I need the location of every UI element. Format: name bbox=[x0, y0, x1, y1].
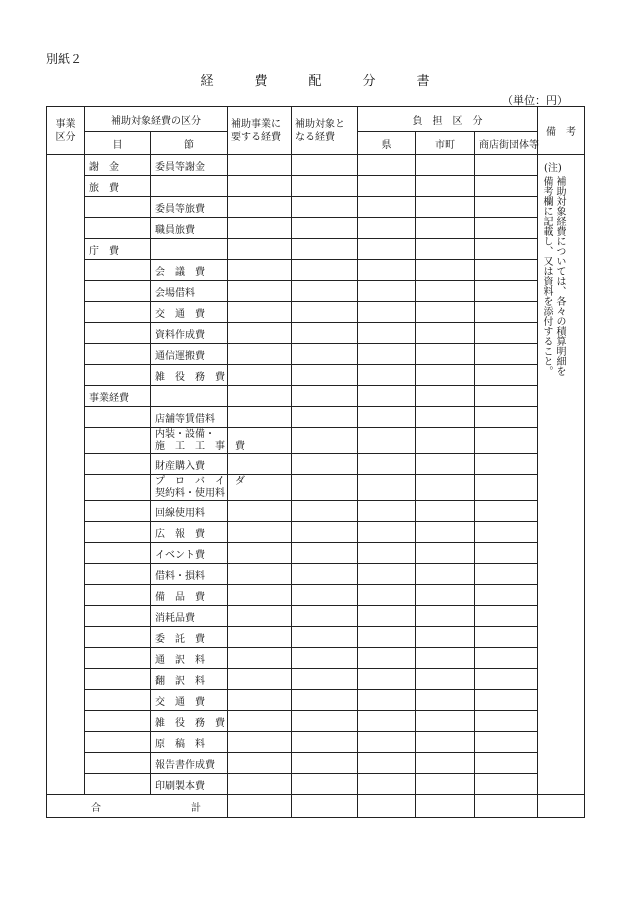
prefecture-cell[interactable] bbox=[358, 648, 416, 669]
moku-cell bbox=[85, 176, 151, 197]
municipality-cell[interactable] bbox=[416, 564, 475, 585]
header-moku: 目 bbox=[85, 132, 151, 155]
header-eligible-breakdown: 補助対象経費の区分 bbox=[85, 107, 228, 132]
prefecture-cell[interactable] bbox=[358, 239, 416, 260]
table-row bbox=[47, 323, 585, 344]
eligible-cost-cell[interactable] bbox=[292, 176, 358, 197]
moku-cell bbox=[85, 260, 151, 281]
document-title: 経 費 配 分 書 bbox=[200, 74, 444, 89]
setsu-cell bbox=[151, 648, 228, 669]
setsu-cell bbox=[151, 522, 228, 543]
setsu-cell bbox=[151, 732, 228, 753]
moku-cell bbox=[85, 522, 151, 543]
setsu-label-line1: 内装・設備・ bbox=[155, 428, 215, 440]
moku-cell bbox=[85, 428, 151, 454]
required-cost-cell[interactable] bbox=[228, 522, 292, 543]
moku-cell bbox=[85, 323, 151, 344]
required-cost-cell[interactable] bbox=[228, 239, 292, 260]
setsu-label: 職員旅費 bbox=[155, 224, 195, 236]
table-row bbox=[47, 564, 585, 585]
moku-label: 旅 費 bbox=[89, 182, 119, 194]
required-cost-cell[interactable] bbox=[228, 155, 292, 176]
table-row bbox=[47, 407, 585, 428]
shopping-assoc-cell[interactable] bbox=[475, 365, 538, 386]
municipality-cell[interactable] bbox=[416, 428, 475, 454]
setsu-cell bbox=[151, 690, 228, 711]
municipality-cell[interactable] bbox=[416, 323, 475, 344]
shopping-assoc-cell[interactable] bbox=[475, 606, 538, 627]
shopping-assoc-cell[interactable] bbox=[475, 774, 538, 795]
business-category-cell[interactable] bbox=[47, 155, 85, 795]
moku-cell bbox=[85, 197, 151, 218]
shopping-assoc-cell[interactable] bbox=[475, 627, 538, 648]
municipality-cell[interactable] bbox=[416, 627, 475, 648]
moku-cell bbox=[85, 454, 151, 475]
moku-cell bbox=[85, 690, 151, 711]
setsu-cell bbox=[151, 564, 228, 585]
shopping-assoc-cell[interactable] bbox=[475, 711, 538, 732]
prefecture-cell[interactable] bbox=[358, 386, 416, 407]
setsu-cell bbox=[151, 344, 228, 365]
eligible-cost-cell[interactable] bbox=[292, 753, 358, 774]
setsu-cell bbox=[151, 281, 228, 302]
eligible-cost-cell[interactable] bbox=[292, 648, 358, 669]
eligible-cost-cell[interactable] bbox=[292, 281, 358, 302]
prefecture-cell[interactable] bbox=[358, 543, 416, 564]
municipality-cell[interactable] bbox=[416, 522, 475, 543]
required-cost-cell[interactable] bbox=[228, 543, 292, 564]
prefecture-cell[interactable] bbox=[358, 281, 416, 302]
required-cost-cell[interactable] bbox=[228, 218, 292, 239]
shopping-assoc-cell[interactable] bbox=[475, 323, 538, 344]
prefecture-cell[interactable] bbox=[358, 627, 416, 648]
table-row bbox=[47, 454, 585, 475]
setsu-cell bbox=[151, 627, 228, 648]
setsu-label: 交 通 費 bbox=[155, 696, 205, 708]
prefecture-cell[interactable] bbox=[358, 522, 416, 543]
shopping-assoc-cell[interactable] bbox=[475, 239, 538, 260]
prefecture-cell[interactable] bbox=[358, 454, 416, 475]
municipality-cell[interactable] bbox=[416, 753, 475, 774]
eligible-cost-cell[interactable] bbox=[292, 239, 358, 260]
required-cost-cell[interactable] bbox=[228, 386, 292, 407]
total-label: 合 計 bbox=[47, 795, 228, 818]
shopping-assoc-cell[interactable] bbox=[475, 197, 538, 218]
setsu-cell bbox=[151, 669, 228, 690]
shopping-assoc-cell[interactable] bbox=[475, 732, 538, 753]
shopping-assoc-cell[interactable] bbox=[475, 585, 538, 606]
moku-cell bbox=[85, 753, 151, 774]
setsu-label: イベント費 bbox=[155, 549, 205, 561]
prefecture-cell[interactable] bbox=[358, 302, 416, 323]
prefecture-cell[interactable] bbox=[358, 218, 416, 239]
eligible-cost-cell[interactable] bbox=[292, 344, 358, 365]
table-row bbox=[47, 711, 585, 732]
moku-cell bbox=[85, 648, 151, 669]
setsu-cell bbox=[151, 197, 228, 218]
shopping-assoc-cell[interactable] bbox=[475, 543, 538, 564]
eligible-cost-cell[interactable] bbox=[292, 711, 358, 732]
eligible-cost-cell[interactable] bbox=[292, 302, 358, 323]
eligible-cost-cell[interactable] bbox=[292, 732, 358, 753]
shopping-assoc-cell[interactable] bbox=[475, 454, 538, 475]
shopping-assoc-cell[interactable] bbox=[475, 344, 538, 365]
prefecture-cell[interactable] bbox=[358, 711, 416, 732]
municipality-cell[interactable] bbox=[416, 302, 475, 323]
table-row bbox=[47, 281, 585, 302]
shopping-assoc-cell[interactable] bbox=[475, 564, 538, 585]
required-cost-cell[interactable] bbox=[228, 302, 292, 323]
required-cost-cell[interactable] bbox=[228, 407, 292, 428]
setsu-label: 会場借料 bbox=[155, 287, 195, 299]
eligible-cost-cell[interactable] bbox=[292, 155, 358, 176]
required-cost-cell[interactable] bbox=[228, 344, 292, 365]
municipality-cell[interactable] bbox=[416, 454, 475, 475]
eligible-cost-cell[interactable] bbox=[292, 454, 358, 475]
setsu-cell bbox=[151, 475, 245, 501]
setsu-cell bbox=[151, 218, 228, 239]
table-row bbox=[47, 627, 585, 648]
municipality-cell[interactable] bbox=[416, 386, 475, 407]
required-cost-cell[interactable] bbox=[228, 606, 292, 627]
setsu-cell bbox=[151, 323, 228, 344]
moku-cell bbox=[85, 344, 151, 365]
required-cost-cell[interactable] bbox=[228, 176, 292, 197]
prefecture-cell[interactable] bbox=[358, 155, 416, 176]
setsu-label: 財産購入費 bbox=[155, 460, 205, 472]
setsu-label: 通 訳 料 bbox=[155, 654, 205, 666]
eligible-cost-cell[interactable] bbox=[292, 606, 358, 627]
table-row bbox=[47, 260, 585, 281]
required-cost-cell[interactable] bbox=[228, 501, 292, 522]
prefecture-cell[interactable] bbox=[358, 501, 416, 522]
municipality-cell[interactable] bbox=[416, 669, 475, 690]
prefecture-cell[interactable] bbox=[358, 774, 416, 795]
required-cost-cell[interactable] bbox=[228, 648, 292, 669]
total-municipality[interactable] bbox=[416, 795, 475, 818]
prefecture-cell[interactable] bbox=[358, 428, 416, 454]
setsu-cell bbox=[151, 428, 245, 454]
eligible-cost-cell[interactable] bbox=[292, 564, 358, 585]
moku-cell bbox=[85, 155, 151, 176]
required-cost-cell[interactable] bbox=[228, 774, 292, 795]
municipality-cell[interactable] bbox=[416, 239, 475, 260]
moku-cell bbox=[85, 564, 151, 585]
setsu-label: 店舗等賃借料 bbox=[155, 413, 215, 425]
table-row bbox=[47, 365, 585, 386]
prefecture-cell[interactable] bbox=[358, 344, 416, 365]
header-municipality: 市町 bbox=[416, 132, 475, 155]
required-cost-cell[interactable] bbox=[228, 753, 292, 774]
municipality-cell[interactable] bbox=[416, 407, 475, 428]
setsu-label: 雑 役 務 費 bbox=[155, 717, 225, 729]
moku-cell bbox=[85, 218, 151, 239]
municipality-cell[interactable] bbox=[416, 197, 475, 218]
shopping-assoc-cell[interactable] bbox=[475, 386, 538, 407]
setsu-label: 委 託 費 bbox=[155, 633, 205, 645]
moku-cell bbox=[85, 407, 151, 428]
municipality-cell[interactable] bbox=[416, 176, 475, 197]
shopping-assoc-cell[interactable] bbox=[475, 475, 538, 501]
table-row bbox=[47, 239, 585, 260]
moku-cell bbox=[85, 239, 151, 260]
prefecture-cell[interactable] bbox=[358, 323, 416, 344]
setsu-cell bbox=[151, 407, 228, 428]
setsu-cell bbox=[151, 753, 228, 774]
eligible-cost-cell[interactable] bbox=[292, 218, 358, 239]
prefecture-cell[interactable] bbox=[358, 753, 416, 774]
moku-cell bbox=[85, 501, 151, 522]
eligible-cost-cell[interactable] bbox=[292, 627, 358, 648]
total-prefecture[interactable] bbox=[358, 795, 416, 818]
setsu-cell bbox=[151, 386, 228, 407]
shopping-assoc-cell[interactable] bbox=[475, 669, 538, 690]
required-cost-cell[interactable] bbox=[228, 627, 292, 648]
shopping-assoc-cell[interactable] bbox=[475, 281, 538, 302]
municipality-cell[interactable] bbox=[416, 260, 475, 281]
table-row bbox=[47, 669, 585, 690]
moku-cell bbox=[85, 627, 151, 648]
setsu-cell bbox=[151, 774, 228, 795]
setsu-label: 報告書作成費 bbox=[155, 759, 215, 771]
setsu-label: 原 稿 料 bbox=[155, 738, 205, 750]
header-remarks: 備 考 bbox=[538, 107, 585, 155]
table-row bbox=[47, 501, 585, 522]
prefecture-cell[interactable] bbox=[358, 732, 416, 753]
eligible-cost-cell[interactable] bbox=[292, 522, 358, 543]
setsu-label: 会 議 費 bbox=[155, 266, 205, 278]
municipality-cell[interactable] bbox=[416, 774, 475, 795]
moku-label: 謝 金 bbox=[89, 161, 119, 173]
shopping-assoc-cell[interactable] bbox=[475, 407, 538, 428]
setsu-cell bbox=[151, 302, 228, 323]
setsu-cell bbox=[151, 176, 228, 197]
header-eligible-cost: 補助対象となる経費 bbox=[292, 107, 358, 155]
table-row bbox=[47, 386, 585, 407]
shopping-assoc-cell[interactable] bbox=[475, 155, 538, 176]
table-row bbox=[47, 522, 585, 543]
header-prefecture: 県 bbox=[358, 132, 416, 155]
table-row bbox=[47, 690, 585, 711]
moku-cell bbox=[85, 732, 151, 753]
moku-cell bbox=[85, 281, 151, 302]
table-row bbox=[47, 197, 585, 218]
prefecture-cell[interactable] bbox=[358, 585, 416, 606]
eligible-cost-cell[interactable] bbox=[292, 475, 358, 501]
shopping-assoc-cell[interactable] bbox=[475, 428, 538, 454]
eligible-cost-cell[interactable] bbox=[292, 365, 358, 386]
municipality-cell[interactable] bbox=[416, 606, 475, 627]
moku-cell bbox=[85, 774, 151, 795]
municipality-cell[interactable] bbox=[416, 648, 475, 669]
shopping-assoc-cell[interactable] bbox=[475, 218, 538, 239]
moku-cell bbox=[85, 606, 151, 627]
moku-cell bbox=[85, 302, 151, 323]
prefecture-cell[interactable] bbox=[358, 564, 416, 585]
prefecture-cell[interactable] bbox=[358, 407, 416, 428]
required-cost-cell[interactable] bbox=[228, 365, 292, 386]
municipality-cell[interactable] bbox=[416, 344, 475, 365]
prefecture-cell[interactable] bbox=[358, 690, 416, 711]
eligible-cost-cell[interactable] bbox=[292, 501, 358, 522]
municipality-cell[interactable] bbox=[416, 501, 475, 522]
municipality-cell[interactable] bbox=[416, 475, 475, 501]
prefecture-cell[interactable] bbox=[358, 176, 416, 197]
moku-cell bbox=[85, 386, 151, 407]
municipality-cell[interactable] bbox=[416, 543, 475, 564]
setsu-cell bbox=[151, 606, 228, 627]
total-remarks[interactable] bbox=[538, 795, 585, 818]
prefecture-cell[interactable] bbox=[358, 197, 416, 218]
moku-cell bbox=[85, 365, 151, 386]
table-row bbox=[47, 774, 585, 795]
table-row bbox=[47, 753, 585, 774]
shopping-assoc-cell[interactable] bbox=[475, 260, 538, 281]
table-row bbox=[47, 585, 585, 606]
unit-label: （単位：円） bbox=[502, 94, 568, 107]
setsu-label: 消耗品費 bbox=[155, 612, 195, 624]
shopping-assoc-cell[interactable] bbox=[475, 176, 538, 197]
setsu-label: 印刷製本費 bbox=[155, 780, 205, 792]
table-row bbox=[47, 543, 585, 564]
setsu-cell bbox=[151, 155, 228, 176]
shopping-assoc-cell[interactable] bbox=[475, 522, 538, 543]
eligible-cost-cell[interactable] bbox=[292, 407, 358, 428]
shopping-assoc-cell[interactable] bbox=[475, 648, 538, 669]
header-shopping-assoc: 商店街団体等 bbox=[475, 132, 538, 155]
eligible-cost-cell[interactable] bbox=[292, 774, 358, 795]
moku-cell bbox=[85, 543, 151, 564]
eligible-cost-cell[interactable] bbox=[292, 260, 358, 281]
setsu-label: 雑 役 務 費 bbox=[155, 371, 225, 383]
total-eligible-cost[interactable] bbox=[292, 795, 358, 818]
eligible-cost-cell[interactable] bbox=[292, 585, 358, 606]
table-row bbox=[47, 606, 585, 627]
required-cost-cell[interactable] bbox=[228, 260, 292, 281]
table-row bbox=[47, 475, 585, 501]
municipality-cell[interactable] bbox=[416, 585, 475, 606]
eligible-cost-cell[interactable] bbox=[292, 197, 358, 218]
setsu-label: 委員等旅費 bbox=[155, 203, 205, 215]
eligible-cost-cell[interactable] bbox=[292, 690, 358, 711]
municipality-cell[interactable] bbox=[416, 711, 475, 732]
municipality-cell[interactable] bbox=[416, 281, 475, 302]
moku-label: 事業経費 bbox=[89, 392, 129, 404]
setsu-label: 交 通 費 bbox=[155, 308, 205, 320]
municipality-cell[interactable] bbox=[416, 218, 475, 239]
moku-cell bbox=[85, 711, 151, 732]
setsu-cell bbox=[151, 711, 228, 732]
setsu-cell bbox=[151, 501, 228, 522]
prefecture-cell[interactable] bbox=[358, 475, 416, 501]
remarks-cell[interactable] bbox=[538, 155, 585, 795]
table-row bbox=[47, 218, 585, 239]
setsu-label: 通信運搬費 bbox=[155, 350, 205, 362]
setsu-cell bbox=[151, 585, 228, 606]
setsu-cell bbox=[151, 260, 228, 281]
moku-cell bbox=[85, 669, 151, 690]
shopping-assoc-cell[interactable] bbox=[475, 753, 538, 774]
eligible-cost-cell[interactable] bbox=[292, 428, 358, 454]
municipality-cell[interactable] bbox=[416, 155, 475, 176]
required-cost-cell[interactable] bbox=[228, 281, 292, 302]
required-cost-cell[interactable] bbox=[228, 690, 292, 711]
required-cost-cell[interactable] bbox=[228, 711, 292, 732]
setsu-label-line2: 契約料・使用料 bbox=[155, 487, 225, 499]
prefecture-cell[interactable] bbox=[358, 365, 416, 386]
setsu-label: 委員等謝金 bbox=[155, 161, 205, 173]
eligible-cost-cell[interactable] bbox=[292, 543, 358, 564]
table-row bbox=[47, 732, 585, 753]
setsu-cell bbox=[151, 543, 228, 564]
required-cost-cell[interactable] bbox=[228, 323, 292, 344]
shopping-assoc-cell[interactable] bbox=[475, 501, 538, 522]
required-cost-cell[interactable] bbox=[228, 669, 292, 690]
header-required-cost: 補助事業に要する経費 bbox=[228, 107, 292, 155]
setsu-cell bbox=[151, 454, 228, 475]
setsu-cell bbox=[151, 365, 228, 386]
total-required-cost[interactable] bbox=[228, 795, 292, 818]
prefecture-cell[interactable] bbox=[358, 260, 416, 281]
setsu-label: 広 報 費 bbox=[155, 528, 205, 540]
header-setsu: 節 bbox=[151, 132, 228, 155]
required-cost-cell[interactable] bbox=[228, 732, 292, 753]
prefecture-cell[interactable] bbox=[358, 606, 416, 627]
table-row bbox=[47, 344, 585, 365]
setsu-label: 回線使用料 bbox=[155, 507, 205, 519]
setsu-cell bbox=[151, 239, 228, 260]
setsu-label: 借料・損料 bbox=[155, 570, 205, 582]
prefecture-cell[interactable] bbox=[358, 669, 416, 690]
eligible-cost-cell[interactable] bbox=[292, 386, 358, 407]
required-cost-cell[interactable] bbox=[228, 564, 292, 585]
table-row bbox=[47, 648, 585, 669]
page-label: 別紙２ bbox=[46, 52, 83, 66]
header-business-category: 事業区分 bbox=[47, 107, 85, 155]
municipality-cell[interactable] bbox=[416, 365, 475, 386]
shopping-assoc-cell[interactable] bbox=[475, 690, 538, 711]
budget-allocation-table bbox=[46, 106, 585, 818]
shopping-assoc-cell[interactable] bbox=[475, 302, 538, 323]
note-body: 補助対象経費については、各々の積算明細を備考欄に記載し、又は資料を添付すること。 bbox=[541, 176, 566, 376]
municipality-cell[interactable] bbox=[416, 732, 475, 753]
setsu-label-line2: 施 工 工 事 費 bbox=[155, 440, 245, 452]
eligible-cost-cell[interactable] bbox=[292, 323, 358, 344]
eligible-cost-cell[interactable] bbox=[292, 669, 358, 690]
setsu-label-line1: プ ロ バ イ ダ bbox=[155, 475, 245, 487]
table-row bbox=[47, 155, 585, 176]
setsu-label: 翻 訳 料 bbox=[155, 675, 205, 687]
table-row bbox=[47, 302, 585, 323]
required-cost-cell[interactable] bbox=[228, 454, 292, 475]
moku-label: 庁 費 bbox=[89, 245, 119, 257]
total-shopping-assoc[interactable] bbox=[475, 795, 538, 818]
note-head: (注) bbox=[544, 163, 562, 174]
required-cost-cell[interactable] bbox=[228, 197, 292, 218]
header-burden-breakdown: 負 担 区 分 bbox=[358, 107, 538, 132]
table-row bbox=[47, 428, 585, 454]
moku-cell bbox=[85, 475, 151, 501]
setsu-label: 資料作成費 bbox=[155, 329, 205, 341]
required-cost-cell[interactable] bbox=[228, 585, 292, 606]
setsu-label: 備 品 費 bbox=[155, 591, 205, 603]
table-row bbox=[47, 176, 585, 197]
moku-cell bbox=[85, 585, 151, 606]
municipality-cell[interactable] bbox=[416, 690, 475, 711]
